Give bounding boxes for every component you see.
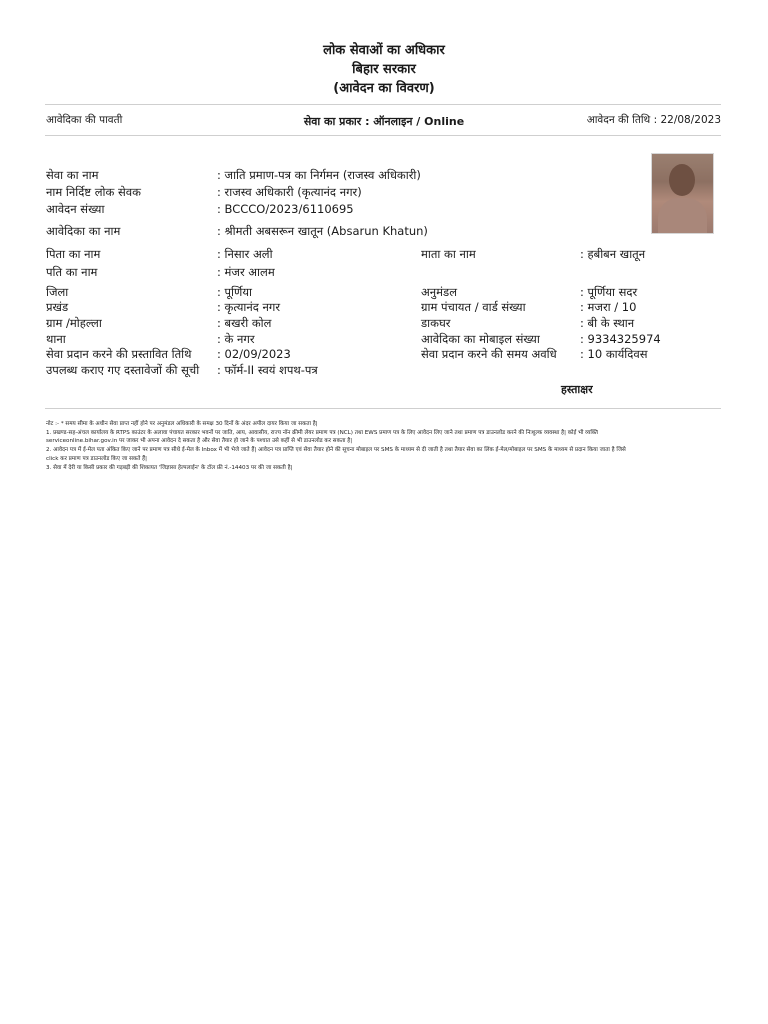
value-village: : बखरी कोल: [217, 316, 272, 330]
note-2-continued: click कर प्रमाण पत्र डाउनलोड किए जा सकते हैं|: [46, 456, 147, 462]
label-village: ग्राम /मोहल्ला: [46, 316, 102, 330]
note-appeal: नोट :- * समय सीमा के अधीन सेवा प्राप्त नहीं होने पर अनुमंडल अधिकारी के समक्ष 30 दिनों के अंदर अपील दायर किया जा सकता है|: [46, 421, 318, 427]
note-1-continued: serviceonline.bihar.gov.in पर जाकर भी अपना आवेदन दे सकता है और सेवा तैयार हो जाने के पश्चात उसे कहीं से भी डाउनलोड कर सकता है|: [46, 438, 353, 444]
label-applicant-name: आवेदिका का नाम: [46, 224, 121, 238]
value-mobile: : 9334325974: [580, 332, 661, 346]
value-documents: : फॉर्म-II स्वयं शपथ-पत्र: [217, 363, 318, 377]
label-mobile: आवेदिका का मोबाइल संख्या: [421, 332, 540, 346]
value-service-name: : जाति प्रमाण-पत्र का निर्गमन (राजस्व अधिकारी): [217, 168, 421, 182]
header-government: बिहार सरकार: [352, 62, 416, 77]
application-date: आवेदन की तिथि : 22/08/2023: [586, 114, 721, 126]
topbar-divider: [45, 135, 721, 136]
label-public-servant: नाम निर्दिष्ट लोक सेवक: [46, 185, 141, 199]
header-subtitle: (आवेदन का विवरण): [333, 81, 435, 96]
value-police-station: : के नगर: [217, 332, 255, 346]
receipt-label: आवेदिका की पावती: [46, 114, 123, 126]
label-post-office: डाकघर: [421, 316, 451, 330]
label-district: जिला: [46, 285, 69, 299]
label-mother-name: माता का नाम: [421, 247, 476, 261]
value-father-name: : निसार अली: [217, 247, 273, 261]
header-title: लोक सेवाओं का अधिकार: [323, 43, 445, 58]
label-application-number: आवेदन संख्या: [46, 202, 105, 216]
label-delivery-period: सेवा प्रदान करने की समय अवधि: [421, 347, 557, 361]
value-panchayat: : मजरा / 10: [580, 300, 637, 314]
value-block: : कृत्यानंद नगर: [217, 300, 281, 314]
value-subdivision: : पूर्णिया सदर: [580, 285, 638, 299]
label-service-name: सेवा का नाम: [46, 168, 99, 182]
service-type: सेवा का प्रकार : ऑनलाइन / Online: [303, 115, 465, 128]
note-3: 3. सेवा में देरी या किसी प्रकार की गड़बड़ी की शिकायत 'जिज्ञासा हेल्पलाईन' के टॉल फ्री नं.-14403 पर की जा सकती है|: [46, 465, 293, 471]
value-mother-name: : हबीबन खातून: [580, 247, 646, 261]
notes-divider: [45, 408, 721, 409]
value-delivery-period: : 10 कार्यदिवस: [580, 347, 648, 361]
note-2: 2. आवेदन पत्र में ई-मेल पता अंकित किए जाने पर प्रमाण पत्र सीधे ई-मेल के Inbox में भी भेजे जाते हैं| आवेदन पत्र प्राप्ति एवं सेवा तैयार होने की सूचना मोबाइल पर SMS के माध्यम से दी जाती है तथा तैयार सेवा का लिंक ई-मेल/मोबाइल पर SMS के माध्यम से प्रदान किया जाता है जिसे: [46, 447, 626, 453]
applicant-photo: [651, 153, 714, 234]
value-delivery-date: : 02/09/2023: [217, 347, 291, 361]
value-application-number: : BCCCO/2023/6110695: [217, 202, 354, 216]
label-documents: उपलब्ध कराए गए दस्तावेजों की सूची: [46, 363, 200, 377]
value-applicant-name: : श्रीमती अबसरून खातून (Absarun Khatun): [217, 224, 428, 238]
value-district: : पूर्णिया: [217, 285, 253, 299]
value-post-office: : बी के स्थान: [580, 316, 635, 330]
photo-face: [669, 164, 695, 196]
note-1: 1. प्रखण्ड-सह-अंचल कार्यालय के RTPS काउंटर के अलावा पंचायत सरकार भवनों पर जाति, आय, आवासीय, राज्य नॉन क्रीमी लेयर प्रमाण पत्र (NCL) तथा EWS प्रमाण पत्र के लिए आवेदन लिए जाने तथा प्रमाण पत्र डाउनलोड करने की निःशुल्क व्यवस्था है| कोई भी व्यक्ति: [46, 430, 598, 436]
value-public-servant: : राजस्व अधिकारी (कृत्यानंद नगर): [217, 185, 362, 199]
photo-body: [658, 198, 707, 234]
label-subdivision: अनुमंडल: [421, 285, 457, 299]
label-block: प्रखंड: [46, 300, 69, 314]
label-husband-name: पति का नाम: [46, 265, 98, 279]
label-panchayat: ग्राम पंचायत / वार्ड संख्या: [421, 300, 526, 314]
label-police-station: थाना: [46, 332, 66, 346]
label-father-name: पिता का नाम: [46, 247, 101, 261]
label-delivery-date: सेवा प्रदान करने की प्रस्तावित तिथि: [46, 347, 192, 361]
value-husband-name: : मंजर आलम: [217, 265, 275, 279]
signature-label: हस्ताक्षर: [561, 383, 593, 396]
top-divider: [45, 104, 721, 105]
